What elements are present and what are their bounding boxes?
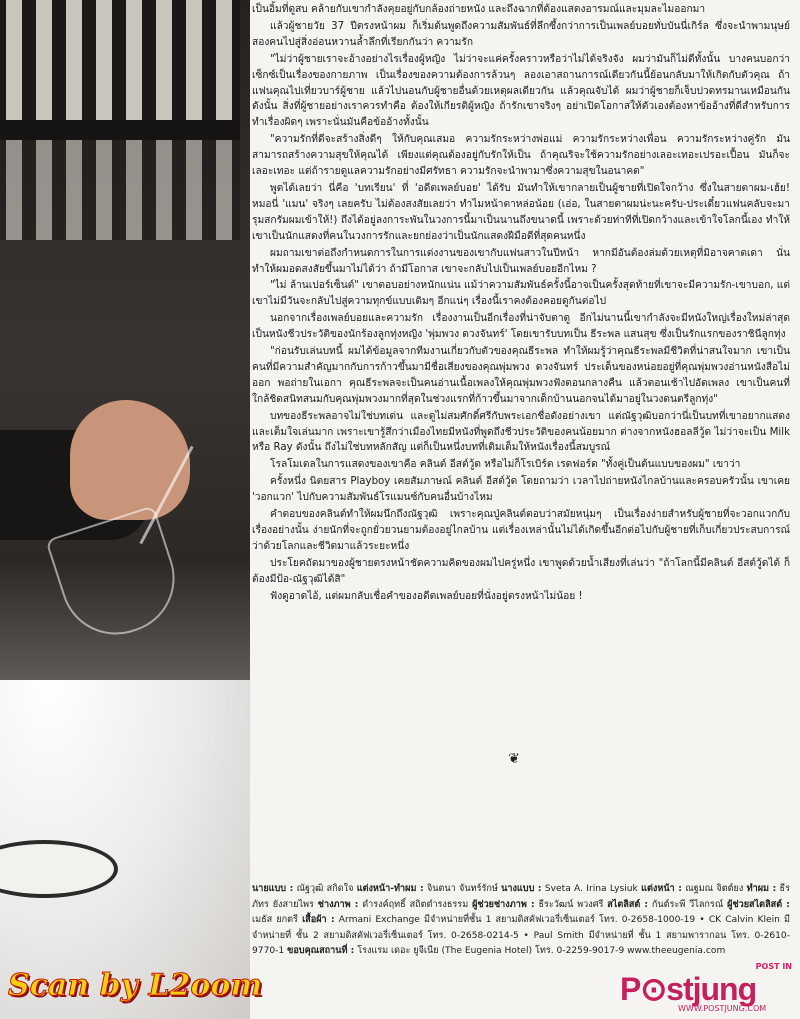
article-body [252, 2, 790, 606]
paragraph: โรลโมเดลในการแสดงของเขาคือ คลินต์ อีสต์วู้ด หรือไม่ก็โรเบิร์ต เรดฟอร์ด "ทั้งคู่เป็นต้นแบบของผม" เขาว่า [270, 459, 741, 471]
paragraph: นอกจากเรื่องเพลย์บอยและความรัก เรื่องงานเป็นอีกเรื่องที่น่าจับตาดู อีกไม่นานนี้เขากำลังจะมีหนังใหญ่เรื่องใหม่ล่าสุด เป็นหนังชีวประวัติของนักร้องลูกทุ่งหญิง 'พุ่มพวง ดวงจันทร์' โดยเขารับบทเป็น ธีระพล แสนสุข ซึ่งเป็นรักแรกของราชินีลูกทุ่ง [252, 313, 790, 341]
credit-label: นายแบบ : [252, 884, 294, 894]
paragraph: "ไม่ว่าผู้ชายเราจะอ้างอย่างไรเรื่องผู้หญิง ไม่ว่าจะแค่ครั้งคราวหรือว่าไม่ได้จริงจัง ผมว่ามันก็ไม่ดีทั้งนั้น บางคนบอกว่าเซ็กซ์เป็นเรื่องของกายภาพ เป็นเรื่องของความต้องการล้วนๆ ลองเอาสถานการณ์เดียวกันนี้ย้อนกลับมาให้เกิดกับตัวคุณ ถ้าแฟนคุณไปเที่ยวบาร์ผู้ชาย แล้วไปนอนกับผู้ชายอื่นด้วยเหตุผลเดียวกัน แล้วคุณจับได้ ผมว่าผู้ชายก็เจ็บปวดทรมานเหมือนกัน ดังนั้น สิ่งที่ผู้ชายอย่างเราควรทำคือ ต้องให้เกียรติผู้หญิง ถ้ารักเขาจริงๆ อย่าเปิดโอกาสให้ตัวเองต้องหาข้ออ้างที่ดีสำหรับการทำเรื่องผิดๆ เพราะนั่นมันคือข้ออ้างทั้งนั้น [252, 53, 790, 129]
paragraph: "ไม่ ล้านเปอร์เซ็นต์" เขาตอบอย่างหนักแน่น แม้ว่าความสัมพันธ์ครั้งนี้อาจเป็นครั้งสุดท้ายที่เขาจะมีความรัก-เขาบอก, แต่เขาไม่มีวันจะกลับไปสู่ความทุกข์แบบเดิมๆ อีกแน่ๆ เรื่องนี้เราคงต้องคอยดูกันต่อไป [252, 280, 790, 308]
wine-bottles-top [0, 0, 240, 120]
paragraph: "ความรักที่ดีจะสร้างสิ่งดีๆ ให้กับคุณเสมอ ความรักระหว่างพ่อแม่ ความรักระหว่างเพื่อน ความรักระหว่างคู่รัก มันสามารถสร้างความสุขให้คุณได้ เพียงแต่คุณต้องอยู่กับรักให้เป็น ถ้าคุณริจะใช้ความรักอย่างเลอะเทอะเปรอะเปื้อน มันก็จะเลอะเทอะ แต่ถ้ารายดูแลความรักอย่างมีศรัทธา ความรักจะนำพามาซึ่งความสุขในอนาคต" [252, 134, 790, 178]
credit-value: กันต์ระพี วีไลกรณ์ [651, 899, 724, 910]
credit-value: Sveta A. Irina Lysiuk [544, 884, 638, 894]
credit-value: ธีระวัฒน์ พวงศรี [538, 899, 604, 910]
paragraph: คำตอบของคลินต์ทำให้ผมนึกถึงณัฐวุฒิ เพราะคุณปู่คลินต์ตอบว่าสมัยหนุ่มๆ เป็นเรื่องง่ายสำหรับผู้ชายที่จะวอกแวกกับเรื่องอย่างนั้น ง่ายนักที่จะถูกยั่วยวนยามต้องอยู่ไกลบ้าน แต่เรื่องเหล่านั้นไม่ได้เกิดขึ้นอีกต่อไปกับผู้ชายที่เก็บเกี่ยวประสบการณ์ว่าด้วยโลกและชีวิตมาแล้วระยะหนึ่ง [252, 509, 790, 552]
credit-value: จินตนา จันทร์รักษ์ [426, 884, 498, 894]
credit-label: ผู้ช่วยช่างภาพ : [472, 899, 535, 910]
paragraph: ฟังดูอาดไอ้, แต่ผมกลับเชื่อคำของอดีตเพลย์บอยที่นั่งอยู่ตรงหน้าไม่น้อย ! [270, 590, 583, 602]
paragraph: พูดได้เลยว่า นี่คือ 'บทเรียน' ที่ 'อดีตเพลย์บอย' ได้รับ มันทำให้เขากลายเป็นผู้ชายที่เปิดใจกว้าง ซึ่งในสายตาผม-เฮ้ย! หมอนี่ 'แมน' จริงๆ เลยครับ ไม่ต้องสงสัยเลยว่า ทำไมหน้าตาหล่อน้อย (เอ่อ, ในสายตาผมน่ะนะครับ-ประเดี๋ยวแฟนคลับจะมารุมสกรัมผมเข้าให้!) ถึงได้อยู่ลงการะพันในวงการนี้มาเป็นนานถึงขนาดนี้ เพราะด้วยท่าทีที่เปิดกว้างและเข้าใจโลกนี้เอง ทำให้เขาเป็นนักแสดงที่คนในวงการรักและยกย่องว่าเป็นนักแสดงฝีมือดีที่สุดคนหนึ่ง [252, 182, 790, 242]
logo-tag: POST IN [755, 962, 792, 971]
hand [70, 400, 190, 520]
logo-url[interactable]: WWW.POSTJUNG.COM [678, 1004, 767, 1013]
credit-value: Armani Exchange มีจำหน่ายที่ชั้น 1 สยามดิสคัฟเวอรี่เซ็นเตอร์ โทร. 0-2658-1000-19 • CK Calvin Klein มีจำหน่ายที่ ชั้น 2 สยามดิสคัฟเวอรี่เซ็นเตอร์ โทร. 0-2658-0214-5 • Paul Smith มีจำหน่ายที่ ชั้น 1 สยามพารากอน โทร. 0-2610-9770-1 [252, 915, 790, 957]
credit-label: แต่งหน้า : [641, 884, 682, 894]
credit-value: ดำรงค์ฤทธิ์ สถิตตำรงธรรม [362, 899, 469, 910]
credit-value: ณฐมณ จิตต์ยง [685, 884, 744, 894]
wine-bottles-lower [0, 140, 240, 240]
credit-label: แต่งหน้า-ทำผม : [356, 884, 424, 894]
credit-label: ผู้ช่วยสไตลิสต์ : [727, 899, 790, 910]
credit-label: สไตลิสต์ : [607, 899, 649, 910]
credit-value: โรงแรม เดอะ ยูจีเนีย (The Eugenia Hotel) โทร. 0-2259-9017-9 www.theeugenia.com [357, 946, 726, 957]
cover-photo [0, 0, 250, 1019]
end-ornament-icon: ❦ [508, 751, 520, 767]
photo-credits [252, 882, 790, 960]
credit-label: เสื้อผ้า : [302, 915, 335, 926]
credit-value: เมธัส ยกตรี [252, 915, 298, 926]
paragraph: ประโยคถัดมาของผู้ชายตรงหน้าชัดความคิดของผมไปครู่หนึ่ง เขาพูดด้วยน้ำเสียงที่เล่นว่า "ถ้าโลกนี้มีคลินต์ อีสต์วู้ดได้ ก็ต้องมีป้อ-ณัฐวุฒิได้สิ" [252, 557, 790, 585]
logo-word: P⊙stjung [620, 971, 757, 1007]
paragraph: แล้วผู้ชายวัย 37 ปีตรงหน้าผม ก็เริ่มต้นพูดถึงความสัมพันธ์ที่ลึกซึ้งกว่าการเป็นเพลย์บอยทั่บบันนี่เกิร์ล ซึ่งจะนำพามนุษย์สองคนไปสู่สิ่งอ่อนหวานล้ำลึกที่เรียกกันว่า ความรัก [252, 20, 790, 48]
credit-label: ทำผม : [746, 884, 777, 894]
scanner-watermark: Scan by L2oom [8, 968, 263, 1003]
paragraph: บทของธีระพลอาจไม่ใช่บทเด่น และดูไม่สมศักดิ์ศรีกับพระเอกชื่อดังอย่างเขา แต่ณัฐวุฒิบอกว่านี่เป็นบทที่เขาอยากแสดงและเต็มใจเล่นมาก เพราะเขารู้สึกว่าเมืองไทยมีหนังที่พูดถึงชีวประวัติของคนน้อยมาก ต่างจากหนังฮอลลีวู้ด ไม่ว่าจะเป็น Milk หรือ Ray ดังนั้น ถึงไม่ใช่บทหลักสัญ แต่ก็เป็นหนึ่งบทที่เติมเต็มให้หนังเรื่องนี้สมบูรณ์ [252, 410, 790, 454]
paragraph: ครั้งหนึ่ง นิตยสาร Playboy เคยสัมภาษณ์ คลินต์ อีสต์วู้ด โดยถามว่า เวลาไปถ่ายหนังไกลบ้านและครอบครัวนั้น เขาเคย 'วอกแวก' ไปกับความสัมพันธ์โรแมนซ์กับคนอื่นบ้างไหม [252, 476, 790, 504]
credit-value: ธีรภัทร ยังสายไพร [252, 884, 790, 910]
paragraph: "ก่อนรับเล่นบทนี้ ผมได้ข้อมูลจากทีมงานเกี่ยวกับตัวของคุณธีระพล ทำให้ผมรู้ว่าคุณธีระพลมีชีวิตที่น่าสนใจมาก เขาเป็นคนที่มีความสำคัญมากกับการก้าวขึ้นมามีชื่อเสียงของคุณพุ่มพวง ดวงจันทร์ ประเด็นของหน่อยอยู่ที่คุณพุ่มพวงอ่านหนังสือไม่ออก พอถ่ายในเอกา คุณธีระพลจะเป็นคนอ่านเนื้อเพลงให้คุณพุ่มพวงฟังตอนกลางคืน แล้วตอนเช้าไปอัดเพลง เขาเป็นคนที่ใกล้ชิดสนิทสนมกับคุณพุ่มพวงมากที่สุดในช่วงแรกที่ก้าวขึ้นมาจากเด็กบ้านนอกจนได้มาอยู่ในวงดนตรีลูกทุ่ง" [252, 346, 790, 405]
credit-label: ขอบคุณสถานที่ : [287, 946, 355, 957]
postjung-logo[interactable] [620, 962, 796, 1016]
credit-value: ณัฐวุฒิ สกิดใจ [296, 884, 354, 894]
credit-label: ช่างภาพ : [317, 899, 359, 910]
paragraph: เป็นอิ้มที่ดูสบ คล้ายกับเขากำลังคุยอยู่กับกล้องถ่ายหนัง และถึงฉากที่ต้องแสดงอารมณ์และมุมละไมออกมา [252, 4, 706, 15]
credit-label: นางแบบ : [501, 884, 542, 894]
paragraph: ผมถามเขาต่อถึงกำหนดการในการแต่งงานของเขากับแฟนสาวในปีหน้า หากมีอันต้องล่มด้วยเหตุที่มิอาจคาดเดา นั่นทำให้ผมอดสงสัยขึ้นมาไม่ได้ว่า ถ้ามีโอกาส เขาจะกลับไปเป็นเพลย์บอยอีกไหม ? [252, 247, 790, 275]
